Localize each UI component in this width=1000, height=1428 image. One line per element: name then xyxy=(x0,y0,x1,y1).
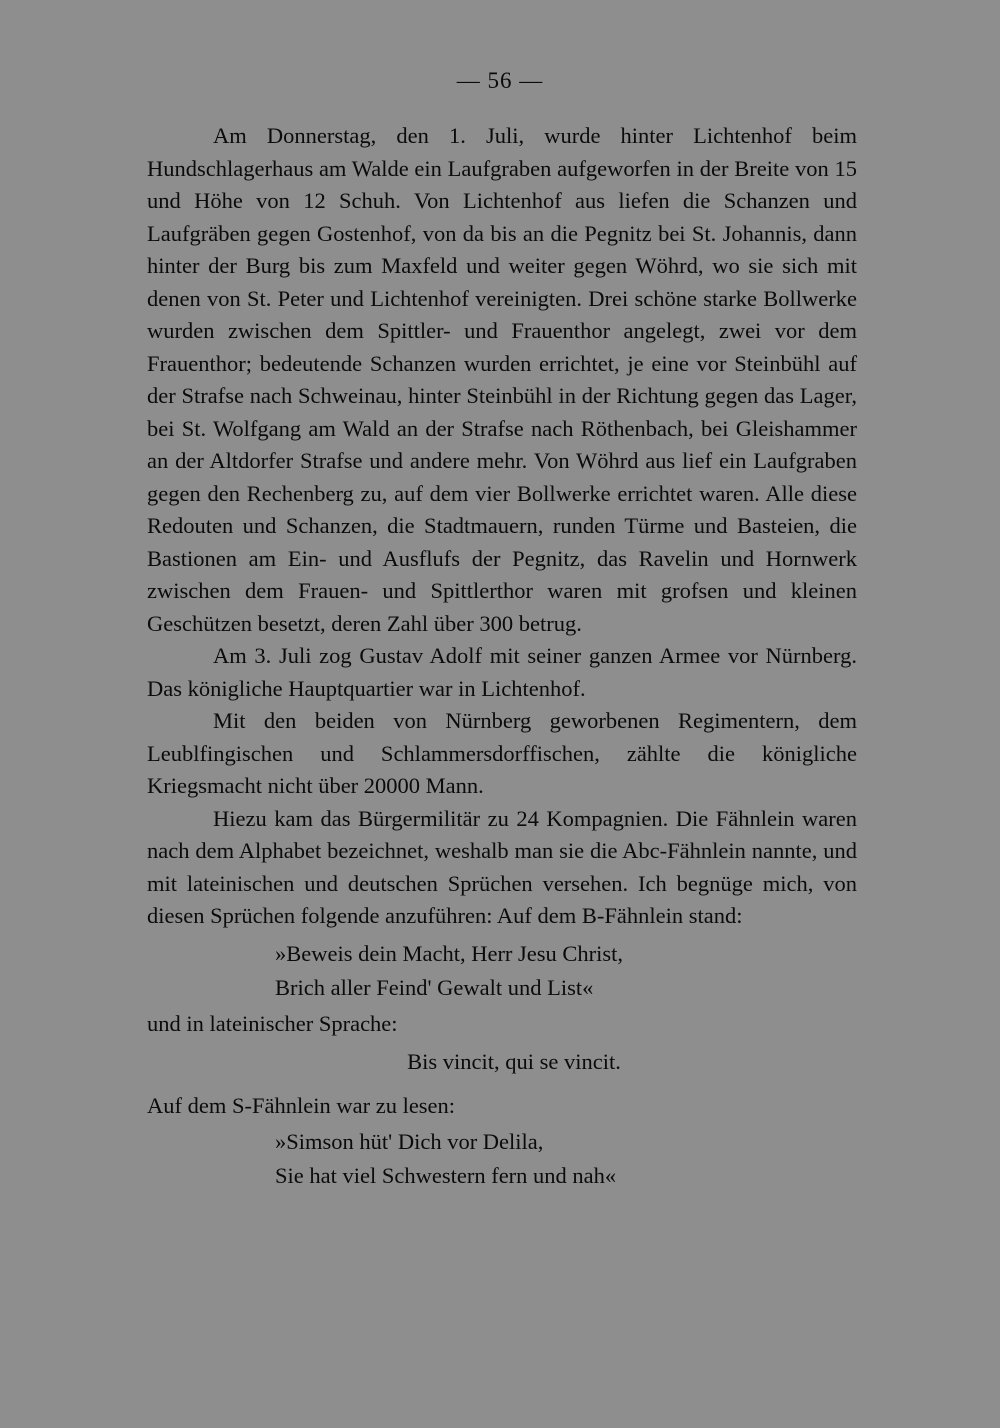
verse-s-faehnlein xyxy=(147,1125,857,1193)
paragraph-buergermilitaer: Hiezu kam das Bürgermilitär zu 24 Kompagnien. Die Fähnlein waren nach dem Alphabet bezeichnet, weshalb man sie die Abc-Fähnlein nannte, und mit lateinischen und deutschen Sprüchen versehen. Ich begnüge mich, von diesen Sprüchen folgende anzuführen: Auf dem B-Fähnlein stand: xyxy=(147,805,857,928)
latin-motto: Bis vincit, qui se vincit. xyxy=(407,1048,621,1074)
paragraph-gustav-adolf: Am 3. Juli zog Gustav Adolf mit seiner ganzen Armee vor Nürnberg. Das königliche Hauptquartier war in Lichtenhof. xyxy=(147,643,857,701)
verse-line: Sie hat viel Schwestern fern und nah« xyxy=(275,1162,617,1188)
verse-line: »Simson hüt' Dich vor Delila, xyxy=(275,1128,544,1154)
s-faehnlein-intro: Auf dem S-Fähnlein war zu lesen: xyxy=(147,1092,456,1118)
page-number: — 56 — xyxy=(456,68,544,93)
paragraph-fortifications: Am Donnerstag, den 1. Juli, wurde hinter Lichtenhof beim Hundschlagerhaus am Walde ein Laufgraben aufgeworfen in der Breite von 15 und Höhe von 12 Schuh. Von Lichtenhof aus liefen die Schanzen und Laufgräben gegen Gostenhof, von da bis an die Pegnitz bei St. Johannis, dann hinter der Burg bis zum Maxfeld und weiter gegen Wöhrd, wo sie sich mit denen von St. Peter und Lichtenhof vereinigten. Drei schöne starke Bollwerke wurden zwischen dem Spittler- und Frauenthor angelegt, zwei vor dem Frauenthor; bedeutende Schanzen wurden errichtet, je eine vor Steinbühl auf der Strafse nach Schweinau, hinter Steinbühl in der Richtung gegen das Lager, bei St. Wolfgang am Wald an der Strafse nach Röthenbach, bei Gleishammer an der Altdorfer Strafse und andere mehr. Von Wöhrd aus lief ein Laufgraben gegen den Rechenberg zu, auf dem vier Bollwerke errichtet waren. Alle diese Redouten und Schanzen, die Stadtmauern, runden Türme und Basteien, die Bastionen am Ein- und Ausflufs der Pegnitz, das Ravelin und Hornwerk zwischen dem Frauen- und Spittlerthor waren mit grofsen und kleinen Geschützen besetzt, deren Zahl über 300 betrug. xyxy=(147,123,857,636)
verse-line: Brich aller Feind' Gewalt und List« xyxy=(275,974,594,1000)
latin-intro: und in lateinischer Sprache: xyxy=(147,1010,398,1036)
verse-b-faehnlein xyxy=(147,937,857,1005)
verse-line: »Beweis dein Macht, Herr Jesu Christ, xyxy=(275,940,624,966)
paragraph-regiments: Mit den beiden von Nürnberg geworbenen Regimentern, dem Leublfingischen und Schlammersdorffischen, zählte die königliche Kriegsmacht nicht über 20000 Mann. xyxy=(147,708,857,798)
page-body xyxy=(147,120,857,1193)
